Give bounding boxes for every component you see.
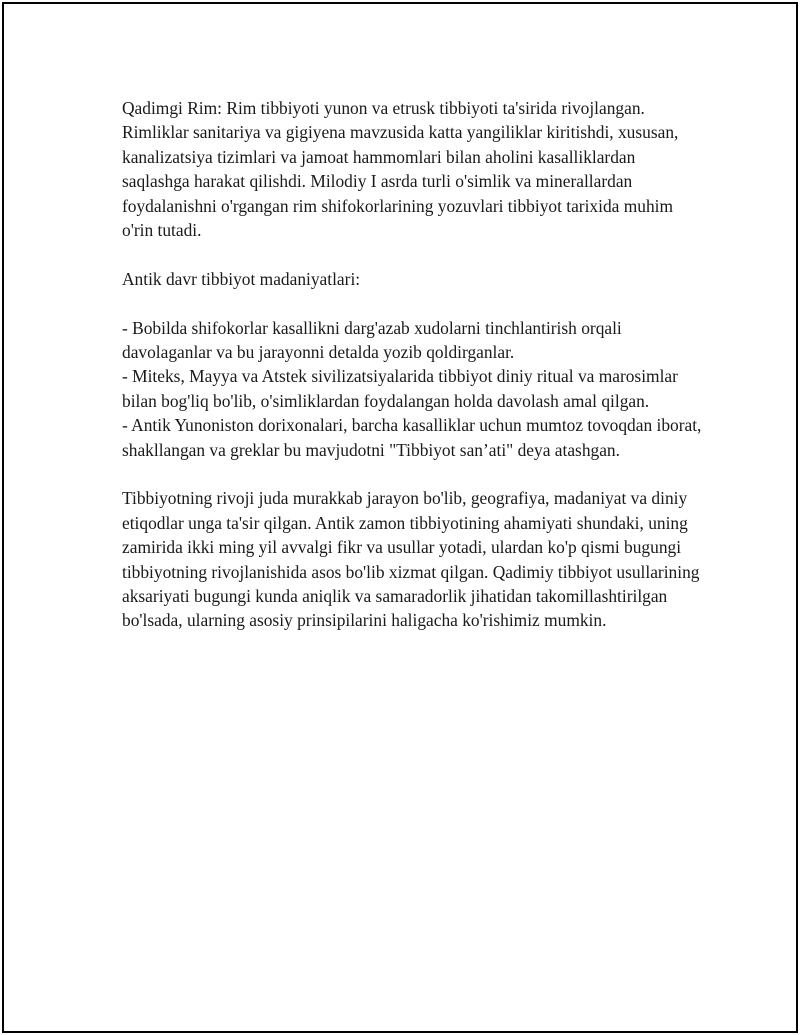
blank-line	[122, 291, 702, 315]
list-item-greece: - Antik Yunoniston dorixonalari, barcha kasalliklar uchun mumtoz tovoqdan iborat, shakllangan va greklar bu mavjudotni "Tibbiyot san’ati" deya atashgan.	[122, 415, 702, 460]
section-heading-antik: Antik davr tibbiyot madaniyatlari:	[122, 268, 361, 289]
blank-line	[122, 242, 702, 266]
list-item-babylon: - Bobilda shifokorlar kasallikni darg'azab xudolarni tinchlantirish orqali davolaganlar va bu jarayonni detalda yozib qoldirganlar.	[122, 317, 622, 363]
list-item-mesoamerica: - Miteks, Mayya va Atstek sivilizatsiyalarida tibbiyot diniy ritual va marosimlar bilan bog'liq bo'lib, o'simliklardan foydalangan holda davolash amal qilgan.	[122, 366, 678, 411]
document-body	[122, 96, 702, 633]
page-frame	[2, 2, 798, 1033]
paragraph-ancient-rome: Qadimgi Rim: Rim tibbiyoti yunon va etrusk tibbiyoti ta'sirida rivojlangan. Rimliklar sanitariya va gigiyena mavzusida katta yangiliklar kiritishdi, xususan, kanalizatsiya tizimlari va jamoat hammomlari bilan aholini kasalliklardan saqlashga harakat qilishdi. Milodiy I asrda turli o'simlik va minerallardan foydalanishni o'rgangan rim shifokorlarining yozuvlari tibbiyot tarixida muhim o'rin tutadi.	[122, 98, 679, 241]
blank-line	[122, 462, 702, 486]
paragraph-conclusion: Tibbiyotning rivoji juda murakkab jarayon bo'lib, geografiya, madaniyat va diniy etiqodlar unga ta'sir qilgan. Antik zamon tibbiyotining ahamiyati shundaki, uning zamirida ikki ming yil avvalgi fikr va usullar yotadi, ulardan ko'p qismi bugungi tibbiyotning rivojlanishida asos bo'lib xizmat qilgan. Qadimiy tibbiyot usullarining aksariyati bugungi kunda aniqlik va samaradorlik jihatidan takomillashtirilgan bo'lsada, ularning asosiy prinsipilarini haligacha ko'rishimiz mumkin.	[122, 488, 700, 631]
